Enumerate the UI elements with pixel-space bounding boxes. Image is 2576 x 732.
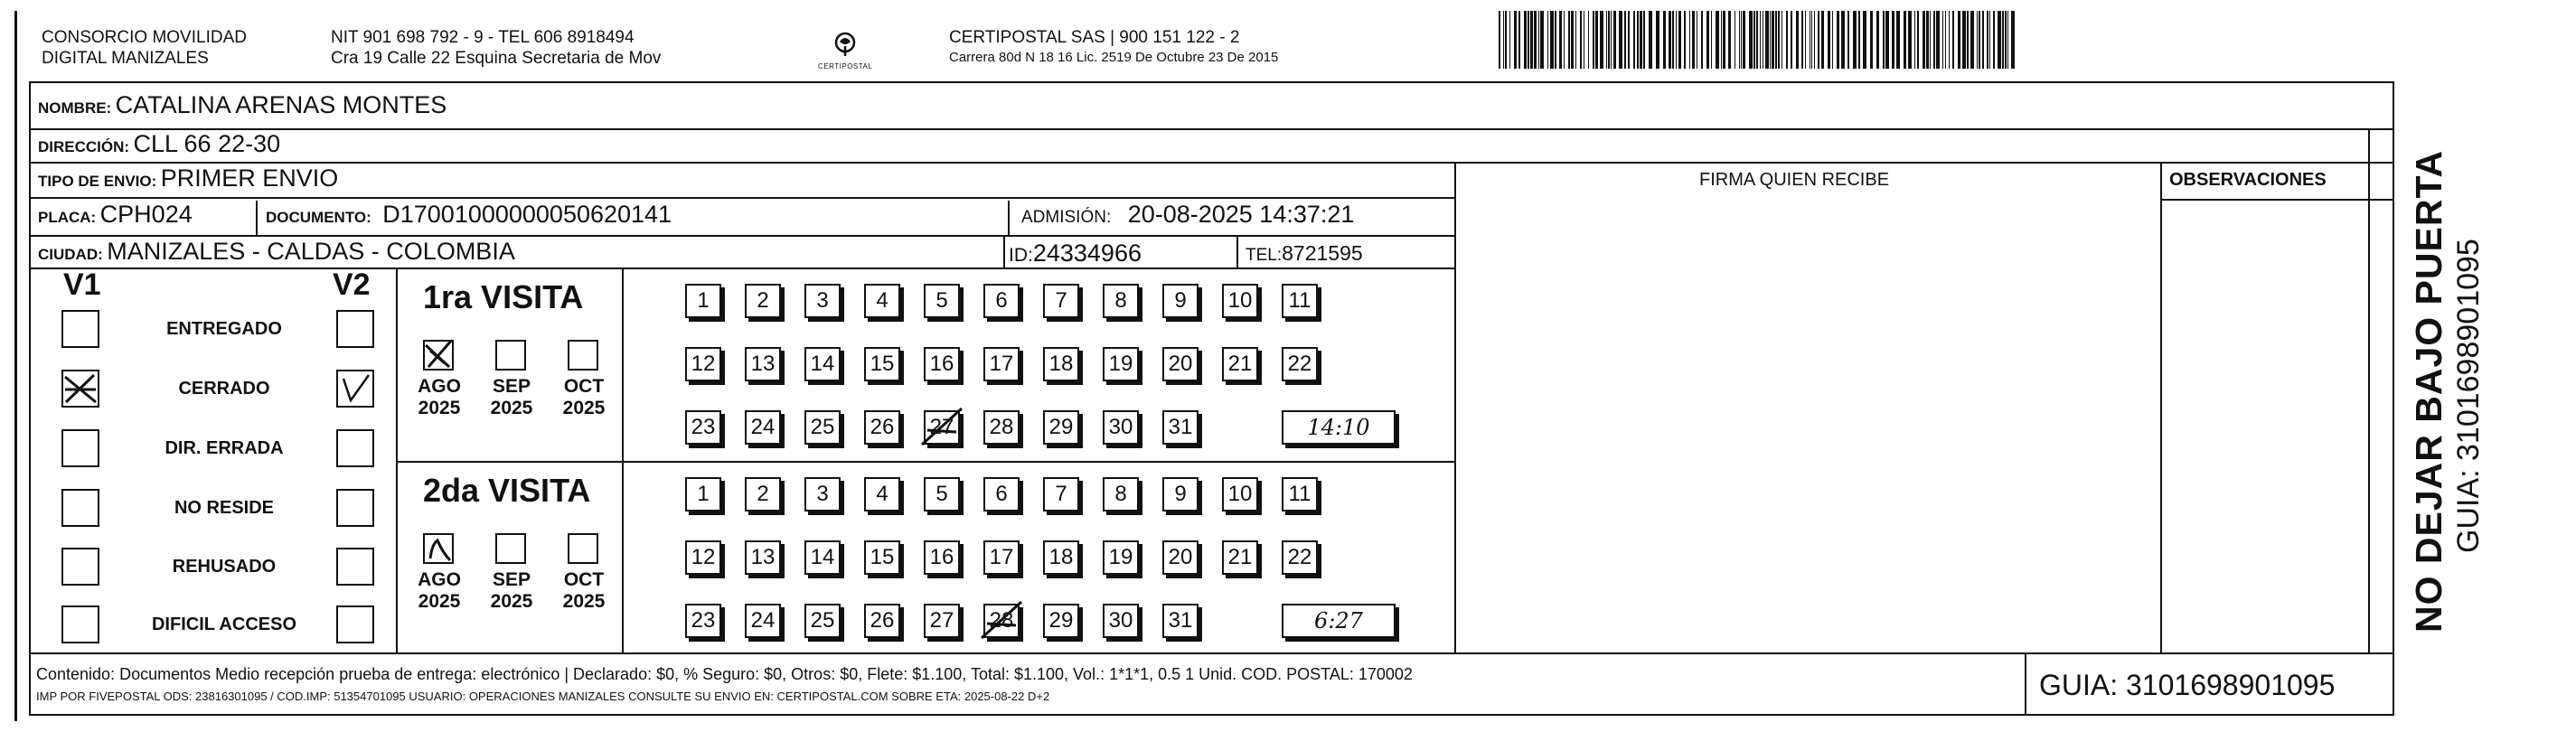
certipostal-logo	[818, 31, 872, 70]
day-box[interactable]: 30	[1103, 410, 1139, 445]
documento-field	[266, 201, 672, 229]
month-checkbox[interactable]	[423, 340, 454, 371]
month-year: 2025	[562, 591, 606, 612]
barcode	[1499, 11, 2017, 69]
month-label	[403, 569, 475, 613]
day-box[interactable]: 17	[983, 540, 1020, 575]
day-box[interactable]: 24	[745, 410, 781, 445]
v1-checkbox[interactable]	[61, 548, 99, 586]
v2-checkbox[interactable]	[336, 548, 374, 586]
day-box[interactable]: 4	[864, 477, 900, 511]
month-label	[475, 376, 548, 419]
tipo-envio-value: PRIMER ENVIO	[160, 164, 339, 192]
v1-label: V1	[63, 267, 101, 302]
day-box[interactable]: 27	[924, 604, 960, 638]
status-label: CERRADO	[178, 379, 270, 399]
admision-value: 20-08-2025 14:37:21	[1127, 201, 1355, 228]
v1-checkbox[interactable]	[61, 489, 99, 527]
month-name: OCT	[563, 376, 605, 397]
month-checkbox[interactable]	[423, 533, 454, 564]
day-box[interactable]: 22	[1282, 540, 1318, 575]
day-box[interactable]: 21	[1222, 540, 1258, 575]
day-box[interactable]: 11	[1282, 477, 1318, 511]
day-box[interactable]: 19	[1103, 540, 1139, 575]
v1-checkbox[interactable]	[61, 605, 99, 643]
documento-value: D17001000000050620141	[382, 201, 672, 228]
imp-line: IMP POR FIVEPOSTAL ODS: 23816301095 / COD.IMP: 51354701095 USUARIO: OPERACIONES MANIZALES CONSULTE SU ENVIO EN: CERTIPOSTAL.COM SOBRE ETA: 2025-08-22 D+2	[36, 690, 1050, 703]
day-box[interactable]: 6	[983, 477, 1020, 511]
day-strike-mark	[918, 405, 965, 450]
day-box[interactable]: 10	[1222, 477, 1258, 511]
day-box[interactable]: 4	[864, 284, 900, 318]
ciudad-field	[38, 238, 515, 266]
day-box[interactable]: 14	[804, 540, 841, 575]
day-box[interactable]: 8	[1103, 477, 1139, 511]
tel-label: TEL:	[1246, 246, 1283, 265]
nit-line: NIT 901 698 792 - 9 - TEL 606 8918494	[331, 28, 635, 47]
day-box[interactable]: 15	[864, 540, 900, 575]
courier-details	[949, 27, 1278, 68]
month-name: SEP	[492, 376, 531, 397]
day-box[interactable]: 23	[685, 410, 721, 445]
month-label	[475, 569, 548, 613]
ciudad-label: CIUDAD:	[38, 246, 103, 263]
admision-label: ADMISIÓN:	[1021, 208, 1112, 227]
day-box[interactable]: 25	[804, 604, 841, 638]
day-box[interactable]: 9	[1162, 477, 1199, 511]
day-box[interactable]: 29	[1043, 604, 1079, 638]
month-name: OCT	[563, 569, 605, 590]
day-box[interactable]: 20	[1162, 347, 1199, 381]
day-box[interactable]: 6	[983, 284, 1020, 318]
tel-field	[1246, 241, 1363, 266]
guia-box: GUIA: 3101698901095	[2039, 669, 2336, 701]
no-dejar-bajo-puerta: NO DEJAR BAJO PUERTA	[2408, 149, 2449, 633]
logo-caption: CERTIPOSTAL	[818, 62, 873, 70]
day-box[interactable]: 3	[804, 477, 841, 511]
v1-checkbox[interactable]	[61, 370, 99, 408]
day-box[interactable]: 18	[1043, 540, 1079, 575]
tel-value: 8721595	[1282, 241, 1363, 265]
status-label: DIR. ERRADA	[165, 438, 284, 458]
month-year: 2025	[490, 398, 533, 418]
day-box[interactable]: 16	[924, 347, 960, 381]
month-label	[548, 376, 620, 419]
contenido-line: Contenido: Documentos Medio recepción prueba de entrega: electrónico | Declarado: $0, % Seguro: $0, Otros: $0, Flete: $1.100, Total: $1.100, Vol.: 1*1*1, 0.5 1 Unid. COD. POSTAL: 170002	[36, 665, 1413, 683]
day-box[interactable]: 13	[745, 347, 781, 381]
month-name: SEP	[492, 569, 531, 590]
day-box[interactable]: 1	[685, 477, 721, 511]
day-box[interactable]: 7	[1043, 284, 1079, 318]
left-edge	[14, 11, 17, 721]
day-box[interactable]: 23	[685, 604, 721, 638]
placa-value: CPH024	[99, 201, 193, 228]
tipo-envio-field	[38, 164, 338, 192]
handwritten-time: 14:10	[1282, 410, 1396, 445]
day-box[interactable]: 31	[1162, 410, 1199, 445]
nombre-label: NOMBRE:	[38, 99, 112, 117]
v2-checkbox[interactable]	[336, 370, 374, 408]
status-label: DIFICIL ACCESO	[151, 615, 296, 634]
company-details	[331, 27, 661, 69]
certipostal-logo-icon	[830, 31, 860, 58]
direccion-label: DIRECCIÓN:	[38, 138, 130, 155]
v2-checkbox[interactable]	[336, 429, 374, 467]
day-box[interactable]: 1	[685, 284, 721, 318]
direccion-value: CLL 66 22-30	[133, 130, 281, 157]
day-box[interactable]: 21	[1222, 347, 1258, 381]
day-box[interactable]: 15	[864, 347, 900, 381]
placa-field	[38, 201, 193, 229]
day-box[interactable]: 19	[1103, 347, 1139, 381]
nombre-field	[38, 91, 447, 119]
day-box[interactable]: 8	[1103, 284, 1139, 318]
day-box[interactable]: 2	[745, 477, 781, 511]
visit-title: 1ra VISITA	[423, 278, 584, 315]
day-box[interactable]: 14	[804, 347, 841, 381]
status-label: REHUSADO	[172, 557, 277, 577]
company-line-1: CONSORCIO MOVILIDAD	[42, 28, 247, 47]
month-year: 2025	[418, 591, 461, 612]
day-box[interactable]: 29	[1043, 410, 1079, 445]
day-box[interactable]: 30	[1103, 604, 1139, 638]
month-year: 2025	[562, 398, 606, 418]
day-box[interactable]: 16	[924, 540, 960, 575]
visit-title: 2da VISITA	[423, 472, 591, 509]
v1-checkbox[interactable]	[61, 429, 99, 467]
day-box[interactable]: 3	[804, 284, 841, 318]
day-box[interactable]: 24	[745, 604, 781, 638]
v2-checkbox[interactable]	[336, 605, 374, 643]
v2-checkbox[interactable]	[336, 310, 374, 348]
courier-line-2: Carrera 80d N 18 16 Lic. 2519 De Octubre 23 De 2015	[949, 50, 1279, 65]
ciudad-value: MANIZALES - CALDAS - COLOMBIA	[107, 238, 515, 265]
id-value: 24334966	[1032, 239, 1142, 267]
placa-label: PLACA:	[38, 209, 97, 226]
month-checkbox[interactable]	[568, 340, 598, 371]
day-box[interactable]: 27	[924, 410, 960, 445]
admision-field	[1021, 201, 1354, 229]
day-box[interactable]: 31	[1162, 604, 1199, 638]
month-year: 2025	[490, 591, 533, 612]
day-box[interactable]: 20	[1162, 540, 1199, 575]
v1-checkbox[interactable]	[61, 310, 99, 348]
direccion-field	[38, 130, 280, 158]
day-box[interactable]: 2	[745, 284, 781, 318]
documento-label: DOCUMENTO:	[266, 209, 371, 226]
month-label	[548, 569, 620, 613]
firma-header: FIRMA QUIEN RECIBE	[1699, 170, 1890, 190]
day-box[interactable]: 28	[983, 410, 1020, 445]
day-box[interactable]: 5	[924, 284, 960, 318]
day-box[interactable]: 12	[685, 347, 721, 381]
day-box[interactable]: 12	[685, 540, 721, 575]
day-box[interactable]: 18	[1043, 347, 1079, 381]
v2-label: V2	[333, 267, 371, 302]
company-name	[42, 27, 247, 69]
guide-frame	[29, 81, 2394, 716]
month-label	[403, 376, 475, 419]
month-year: 2025	[418, 398, 461, 418]
day-box[interactable]: 26	[864, 604, 900, 638]
day-box[interactable]: 13	[745, 540, 781, 575]
nombre-value: CATALINA ARENAS MONTES	[115, 91, 447, 118]
day-box[interactable]: 9	[1162, 284, 1199, 318]
handwritten-time: 6:27	[1282, 604, 1396, 638]
status-label: ENTREGADO	[166, 319, 282, 339]
day-box[interactable]: 17	[983, 347, 1020, 381]
status-label: NO RESIDE	[174, 498, 275, 518]
day-box[interactable]: 10	[1222, 284, 1258, 318]
v2-checkbox[interactable]	[336, 489, 374, 527]
day-strike-mark	[978, 598, 1025, 643]
month-checkbox[interactable]	[568, 533, 598, 564]
courier-line-1: CERTIPOSTAL SAS | 900 151 122 - 2	[949, 28, 1240, 47]
address-line: Cra 19 Calle 22 Esquina Secretaria de Mov	[331, 49, 662, 68]
month-name: AGO	[418, 569, 461, 590]
day-box[interactable]: 22	[1282, 347, 1318, 381]
month-checkbox[interactable]	[495, 533, 526, 564]
side-guia: GUIA: 3101698901095	[2451, 239, 2486, 553]
day-box[interactable]: 7	[1043, 477, 1079, 511]
id-label: ID:	[1009, 245, 1033, 266]
day-box[interactable]: 5	[924, 477, 960, 511]
day-box[interactable]: 25	[804, 410, 841, 445]
tipo-envio-label: TIPO DE ENVIO:	[38, 173, 157, 190]
month-name: AGO	[418, 376, 461, 397]
day-box[interactable]: 28	[983, 604, 1020, 638]
id-field	[1009, 239, 1142, 267]
day-box[interactable]: 11	[1282, 284, 1318, 318]
month-checkbox[interactable]	[495, 340, 526, 371]
day-box[interactable]: 26	[864, 410, 900, 445]
company-line-2: DIGITAL MANIZALES	[42, 49, 209, 68]
observaciones-header: OBSERVACIONES	[2169, 170, 2327, 190]
